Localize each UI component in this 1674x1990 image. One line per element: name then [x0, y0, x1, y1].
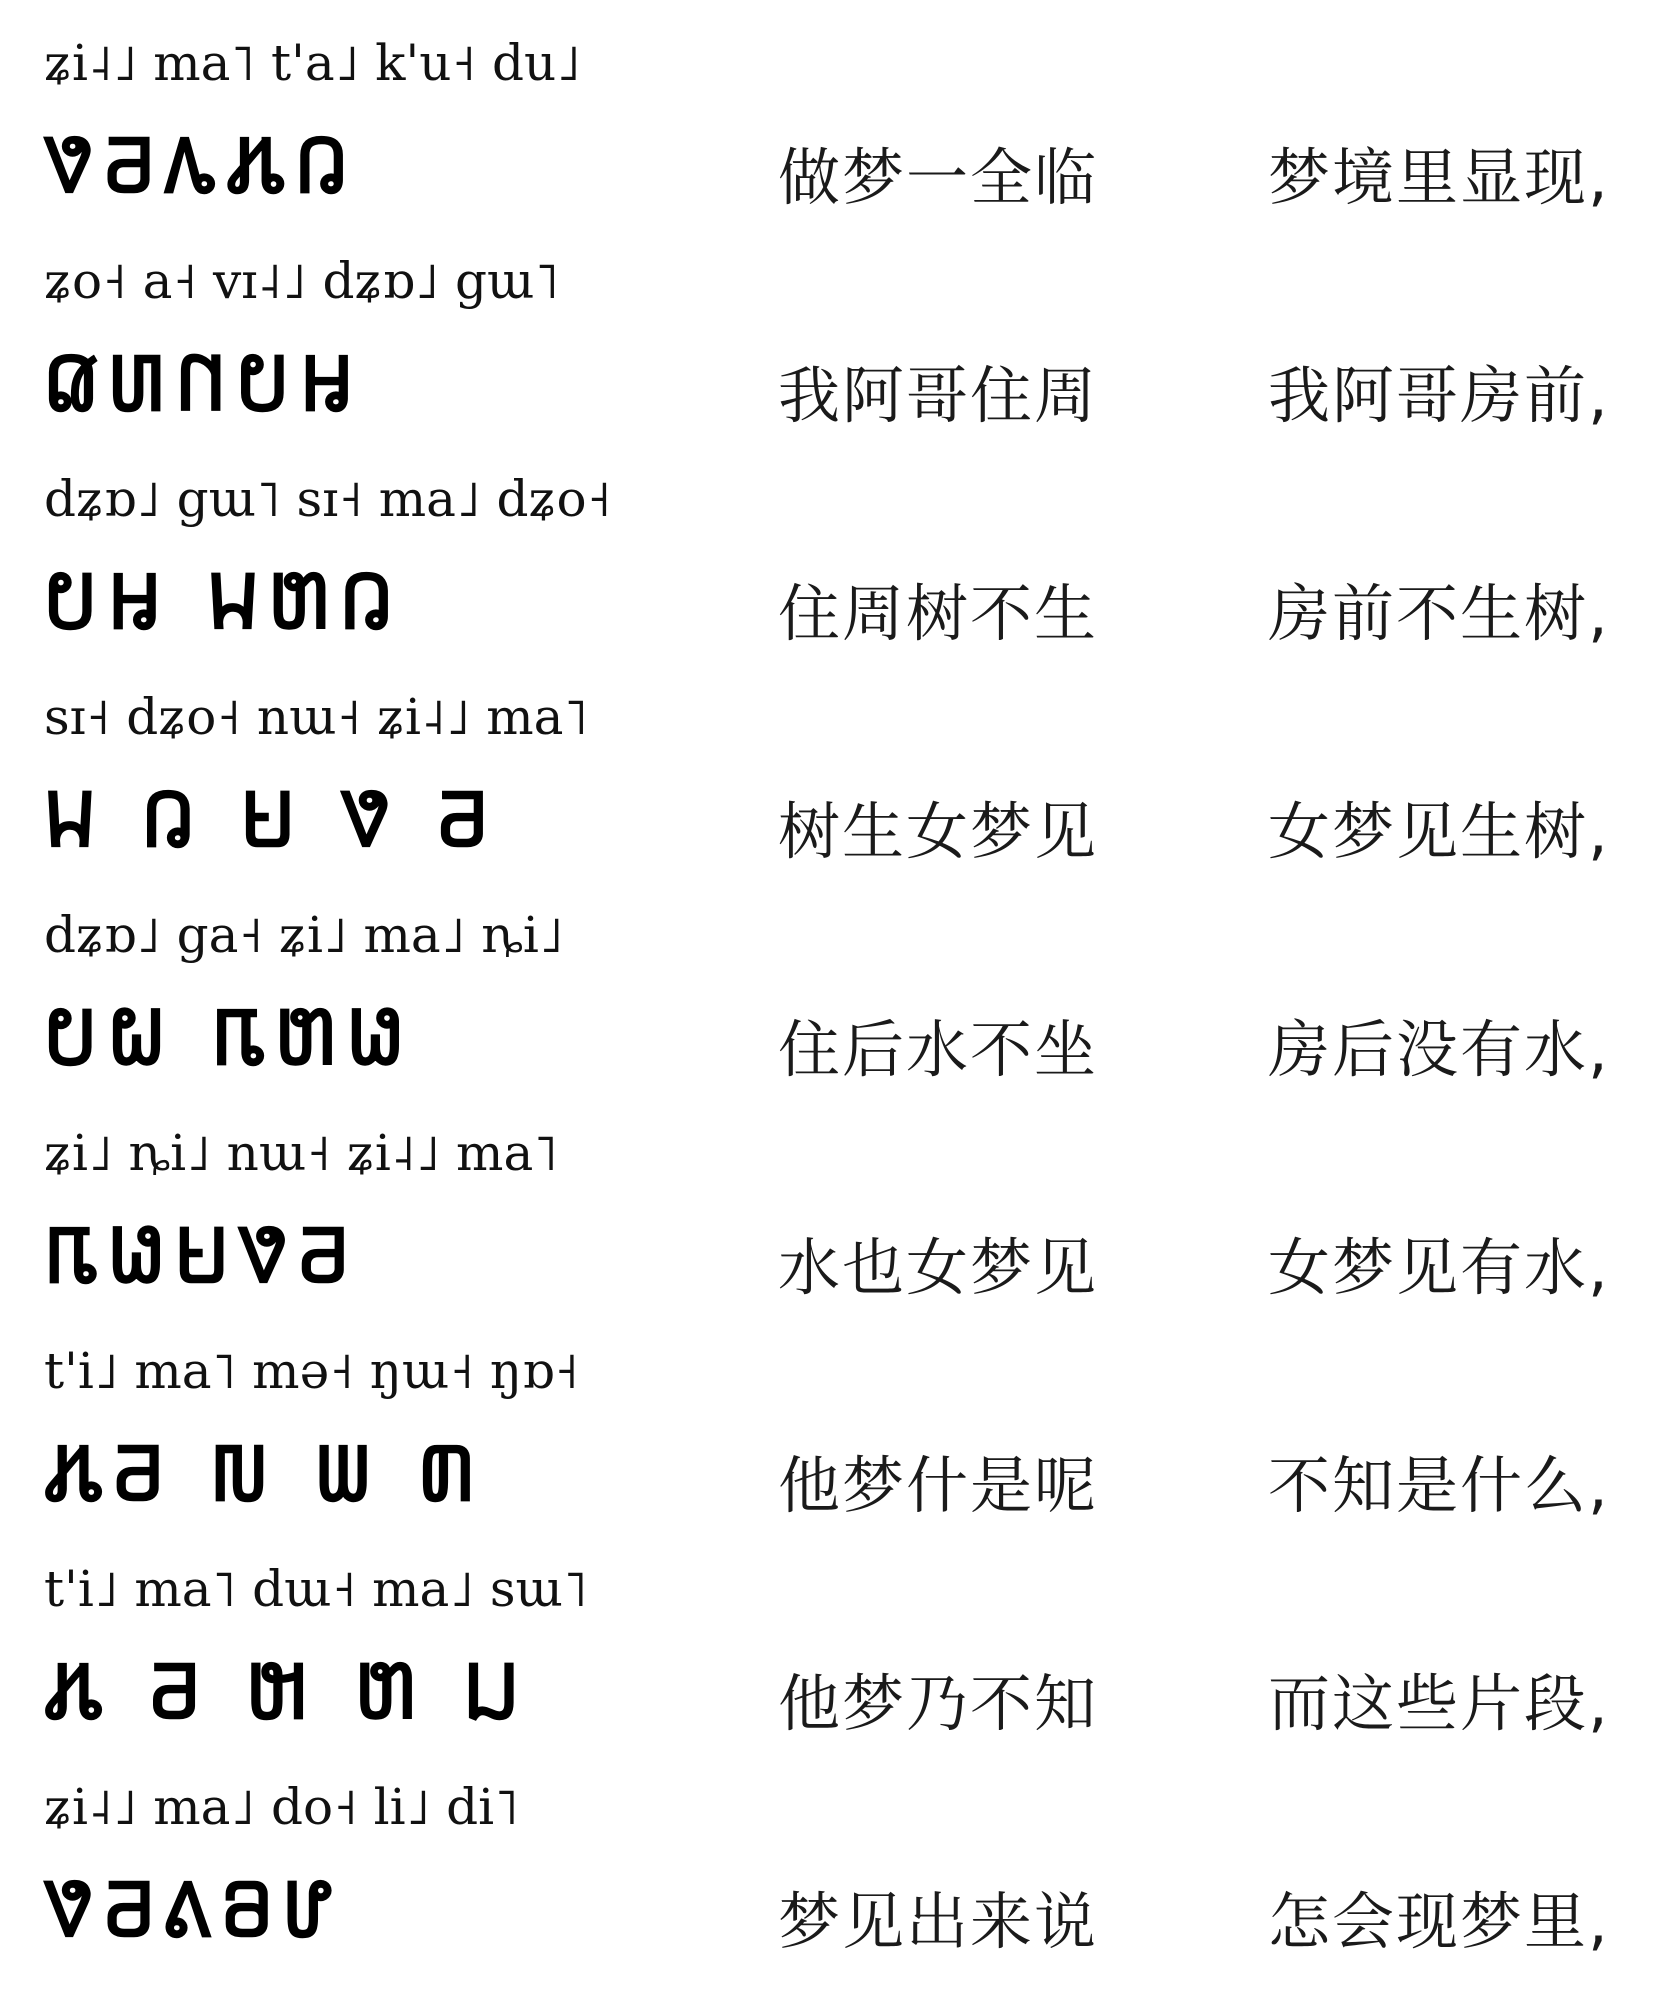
stanza-5: [0, 900, 1674, 1118]
ipa-transcription: ʑi˨˩ ma˩ do˧ li˩ di˥: [44, 1778, 519, 1836]
stanza-6: [0, 1118, 1674, 1336]
word-gloss: 他梦什是呢: [778, 1449, 1099, 1522]
yi-script-line: 𖬈𖬍 𖬎𖬋𖬏: [44, 993, 414, 1082]
free-translation: 房前不生树,: [1268, 577, 1610, 650]
ipa-transcription: ʑi˨˩ ma˥ t'a˩ k'u˧ du˩: [44, 34, 581, 92]
word-gloss: 水也女梦见: [778, 1231, 1099, 1304]
free-translation: 怎会现梦里,: [1268, 1885, 1610, 1958]
free-translation: 而这些片段,: [1268, 1667, 1610, 1740]
yi-script-line: 𖬃𖬁 𖬐 𖬑 𖬒: [44, 1429, 485, 1518]
yi-script-line: 𖬃 𖬁 𖬓 𖬋 𖬔: [44, 1647, 529, 1736]
yi-script-line: 𖬀𖬁𖬕𖬖𖬗: [44, 1865, 343, 1954]
word-gloss: 他梦乃不知: [778, 1667, 1099, 1740]
yi-script-line: 𖬊 𖬄 𖬌 𖬀 𖬁: [44, 775, 498, 864]
ipa-transcription: t'i˩ ma˥ mə˧ ŋɯ˧ ŋɒ˧: [44, 1342, 579, 1400]
yi-script-line: 𖬈𖬉 𖬊𖬋𖬄: [44, 557, 403, 646]
yi-script-line: 𖬅𖬆𖬇𖬈𖬉: [44, 339, 363, 428]
free-translation: 不知是什么,: [1268, 1449, 1610, 1522]
stanza-3: [0, 464, 1674, 682]
word-gloss: 梦见出来说: [778, 1885, 1099, 1958]
free-translation: 女梦见有水,: [1268, 1231, 1610, 1304]
word-gloss: 做梦一全临: [778, 141, 1099, 214]
yi-script-line: 𖬎𖬏𖬌𖬀𖬁: [44, 1211, 359, 1300]
free-translation: 梦境里显现,: [1268, 141, 1610, 214]
word-gloss: 树生女梦见: [778, 795, 1099, 868]
stanza-7: [0, 1336, 1674, 1554]
stanza-1: [0, 28, 1674, 246]
ipa-transcription: sɪ˧ dʑo˧ nɯ˧ ʑi˨˩ ma˥: [44, 688, 589, 746]
word-gloss: 我阿哥住周: [778, 359, 1099, 432]
free-translation: 我阿哥房前,: [1268, 359, 1610, 432]
ipa-transcription: dʑɒ˩ ga˧ ʑi˩ ma˩ ȵi˩: [44, 906, 564, 964]
ipa-transcription: ʑo˧ a˧ vɪ˨˩ dʑɒ˩ gɯ˥: [44, 252, 560, 310]
stanza-9: [0, 1772, 1674, 1990]
stanza-4: [0, 682, 1674, 900]
ipa-transcription: dʑɒ˩ gɯ˥ sɪ˧ ma˩ dʑo˧: [44, 470, 612, 528]
free-translation: 女梦见生树,: [1268, 795, 1610, 868]
word-gloss: 住周树不生: [778, 577, 1099, 650]
yi-script-line: 𖬀𖬁𖬂𖬃𖬄: [44, 121, 358, 210]
ipa-transcription: ʑi˩ ȵi˩ nɯ˧ ʑi˨˩ ma˥: [44, 1124, 558, 1182]
ipa-transcription: t'i˩ ma˥ dɯ˧ ma˩ sɯ˥: [44, 1560, 588, 1618]
word-gloss: 住后水不坐: [778, 1013, 1099, 1086]
free-translation: 房后没有水,: [1268, 1013, 1610, 1086]
stanza-8: [0, 1554, 1674, 1772]
stanza-2: [0, 246, 1674, 464]
